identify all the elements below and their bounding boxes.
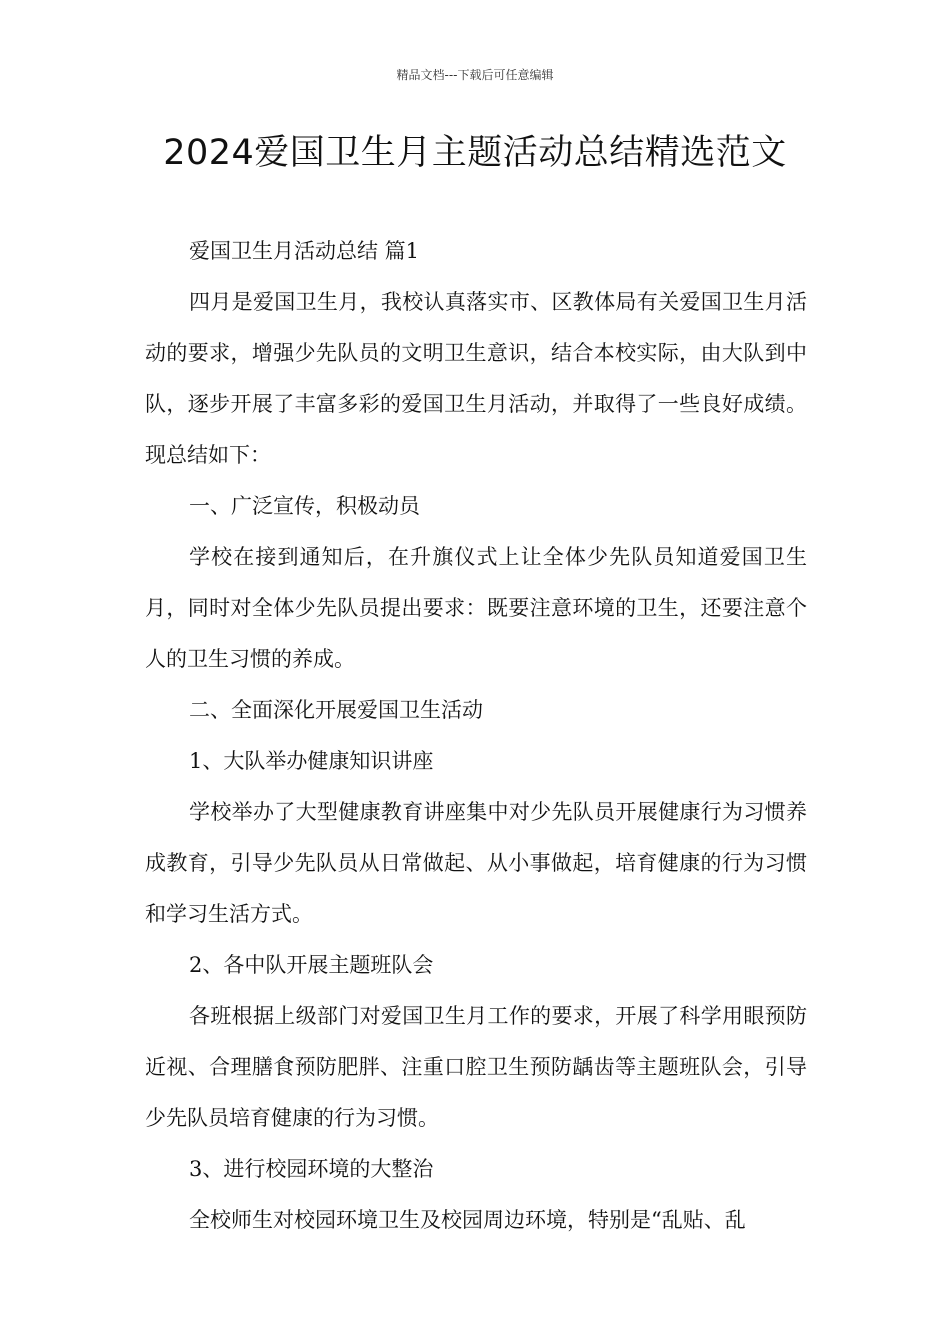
document-body [145, 226, 807, 1246]
body-paragraph: 四月是爱国卫生月，我校认真落实市、区教体局有关爱国卫生月活动的要求，增强少先队员的文明卫生意识，结合本校实际，由大队到中队，逐步开展了丰富多彩的爱国卫生月活动，并取得了一些良好成绩。现总结如下： [145, 290, 807, 467]
section-heading: 一、广泛宣传，积极动员 [189, 494, 420, 518]
section-heading: 二、全面深化开展爱国卫生活动 [189, 698, 483, 722]
subsection-heading: 3、进行校园环境的大整治 [189, 1157, 434, 1181]
body-paragraph: 全校师生对校园环境卫生及校园周边环境，特别是“乱贴、乱 [189, 1208, 746, 1232]
body-paragraph: 学校举办了大型健康教育讲座集中对少先队员开展健康行为习惯养成教育，引导少先队员从日常做起、从小事做起，培育健康的行为习惯和学习生活方式。 [145, 800, 807, 926]
section-heading: 爱国卫生月活动总结 篇1 [189, 239, 420, 263]
subsection-heading: 1、大队举办健康知识讲座 [189, 749, 434, 773]
body-paragraph: 学校在接到通知后，在升旗仪式上让全体少先队员知道爱国卫生月，同时对全体少先队员提出要求：既要注意环境的卫生，还要注意个人的卫生习惯的养成。 [145, 545, 807, 671]
body-paragraph: 各班根据上级部门对爱国卫生月工作的要求，开展了科学用眼预防近视、合理膳食预防肥胖、注重口腔卫生预防龋齿等主题班队会，引导少先队员培育健康的行为习惯。 [145, 1004, 807, 1130]
subsection-heading: 2、各中队开展主题班队会 [189, 953, 434, 977]
document-title: 2024爱国卫生月主题活动总结精选范文 [163, 133, 787, 173]
header-watermark: 精品文档---下载后可任意编辑 [396, 68, 554, 82]
